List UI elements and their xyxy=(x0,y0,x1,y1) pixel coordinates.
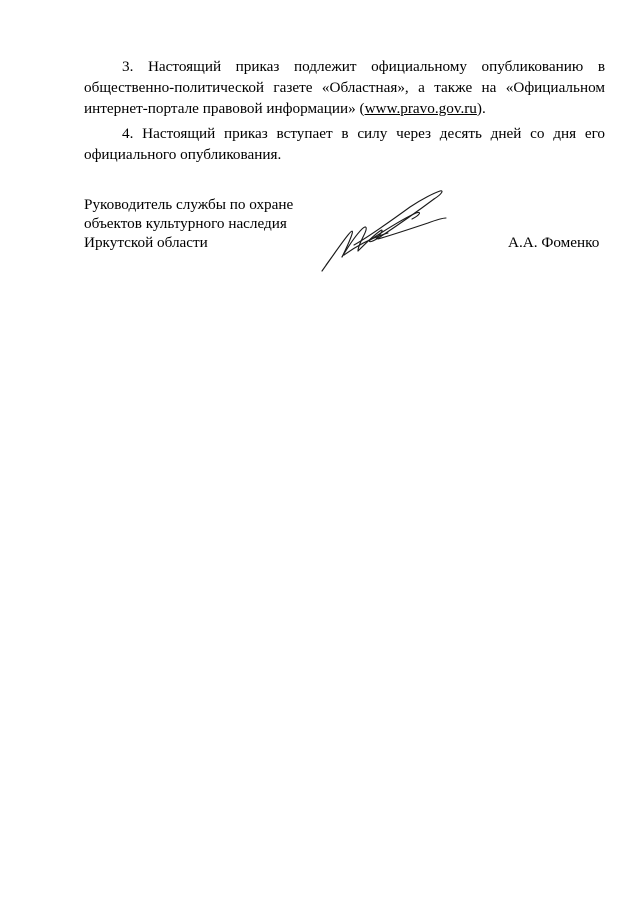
paragraph-4-number: 4. xyxy=(122,125,134,142)
pravo-gov-link[interactable]: www.pravo.gov.ru xyxy=(364,100,477,117)
paragraph-4 xyxy=(84,123,605,165)
paragraph-3 xyxy=(84,56,605,119)
signer-position xyxy=(84,195,293,252)
paragraph-3-number: 3. xyxy=(122,58,134,75)
signer-position-line-1: Руководитель службы по охране xyxy=(84,196,294,213)
signer-position-line-3: Иркутской области xyxy=(84,234,208,251)
signer-name: А.А. Фоменко xyxy=(508,234,600,251)
handwritten-signature xyxy=(318,185,463,275)
paragraph-4-text: Настоящий приказ вступает в силу через десять дней со дня его официального опубликования. xyxy=(84,125,606,163)
paragraph-3-text: Настоящий приказ подлежит официальному опубликованию в общественно-политической газете «Областная», а также на «Официальном интернет-портале правовой информации» ( xyxy=(84,58,605,117)
paragraph-3-text-end: ). xyxy=(476,100,486,117)
signer-position-line-2: объектов культурного наследия xyxy=(84,215,287,232)
